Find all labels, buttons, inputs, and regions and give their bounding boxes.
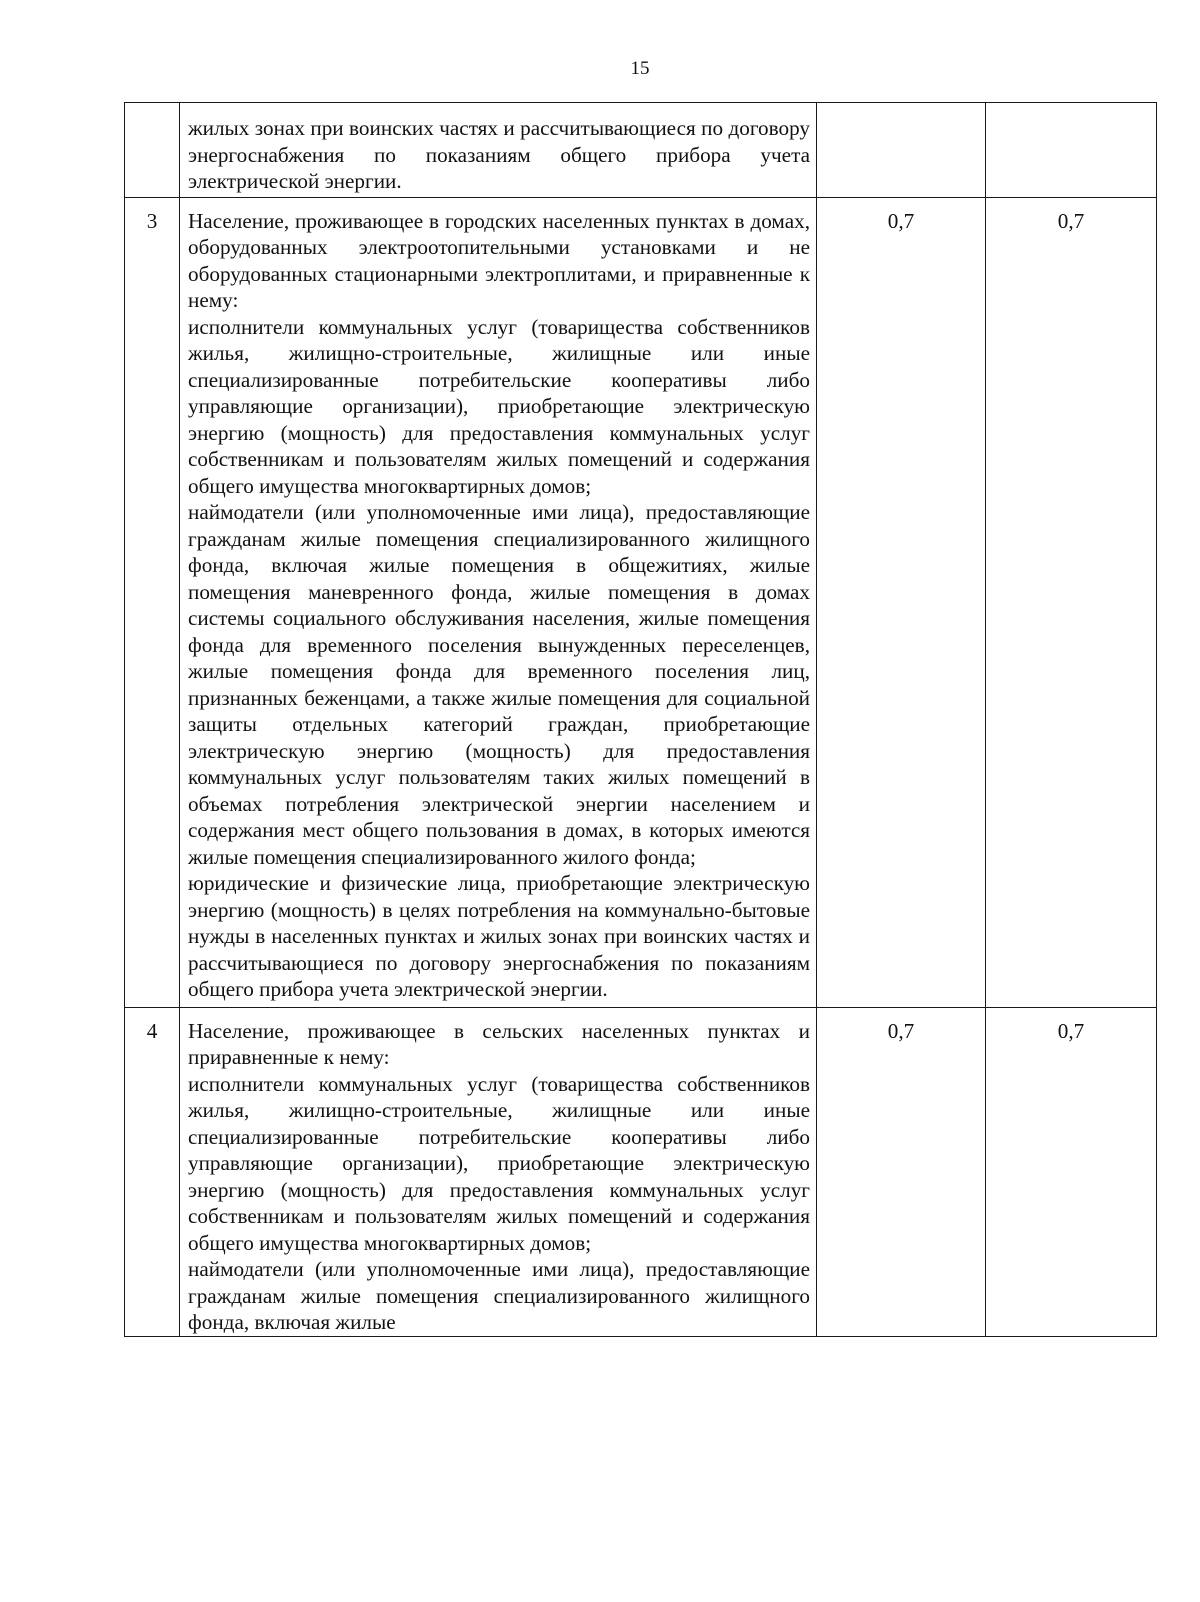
table-row	[125, 197, 1157, 1007]
description-paragraph: юридические и физические лица, приобретающие электрическую энергию (мощность) в целях потребления на коммунально-бытовые нужды в населенных пунктах и жилых зонах при воинских частях и рассчитывающиеся по договору энергоснабжения по показаниям общего прибора учета электрической энергии.	[188, 871, 810, 1001]
row-number: 3	[125, 197, 180, 1007]
page-number: 15	[630, 58, 650, 79]
description-paragraph: Население, проживающее в сельских населенных пунктах и приравненные к нему:	[188, 1018, 810, 1069]
row-value-1: 0,7	[817, 197, 986, 1007]
description-paragraph: жилых зонах при воинских частях и рассчитывающиеся по договору энергоснабжения по показаниям общего прибора учета электрической энергии.	[188, 116, 810, 193]
row-value-2	[986, 103, 1157, 198]
row-description	[180, 197, 817, 1007]
row-number: 4	[125, 1007, 180, 1336]
description-paragraph: наймодатели (или уполномоченные ими лица), предоставляющие гражданам жилые помещения специализированного жилищного фонда, включая жилые помещения в общежитиях, жилые помещения маневренного фонда, жилые помещения в домах системы социального обслуживания населения, жилые помещения фонда для временного поселения вынужденных переселенцев, жилые помещения фонда для временного поселения лиц, признанных беженцами, а также жилые помещения для социальной защиты отдельных категорий граждан, приобретающие электрическую энергию (мощность) для предоставления коммунальных услуг пользователям таких жилых помещений в объемах потребления электрической энергии населением и содержания мест общего пользования в домах, в которых имеются жилые помещения специализированного жилого фонда;	[188, 500, 810, 869]
row-value-2: 0,7	[986, 197, 1157, 1007]
tariff-table	[124, 102, 1157, 1337]
row-description	[180, 103, 817, 198]
table-row	[125, 1007, 1157, 1336]
description-paragraph: исполнители коммунальных услуг (товарищества собственников жилья, жилищно-строительные, жилищные или иные специализированные потребительские кооперативы либо управляющие организации), приобретающие электрическую энергию (мощность) для предоставления коммунальных услуг собственникам и пользователям жилых помещений и содержания общего имущества многоквартирных домов;	[188, 314, 810, 498]
description-paragraph: Население, проживающее в городских населенных пунктах в домах, оборудованных электроотопительными установками и не оборудованных стационарными электроплитами, и приравненные к нему:	[188, 208, 810, 312]
row-description	[180, 1007, 817, 1336]
description-paragraph: исполнители коммунальных услуг (товарищества собственников жилья, жилищно-строительные, жилищные или иные специализированные потребительские кооперативы либо управляющие организации), приобретающие электрическую энергию (мощность) для предоставления коммунальных услуг собственникам и пользователям жилых помещений и содержания общего имущества многоквартирных домов;	[188, 1071, 810, 1255]
row-value-1: 0,7	[817, 1007, 986, 1336]
row-number	[125, 103, 180, 198]
table-row	[125, 103, 1157, 198]
row-value-1	[817, 103, 986, 198]
row-value-2: 0,7	[986, 1007, 1157, 1336]
description-paragraph: наймодатели (или уполномоченные ими лица), предоставляющие гражданам жилые помещения специализированного жилищного фонда, включая жилые	[188, 1257, 810, 1334]
